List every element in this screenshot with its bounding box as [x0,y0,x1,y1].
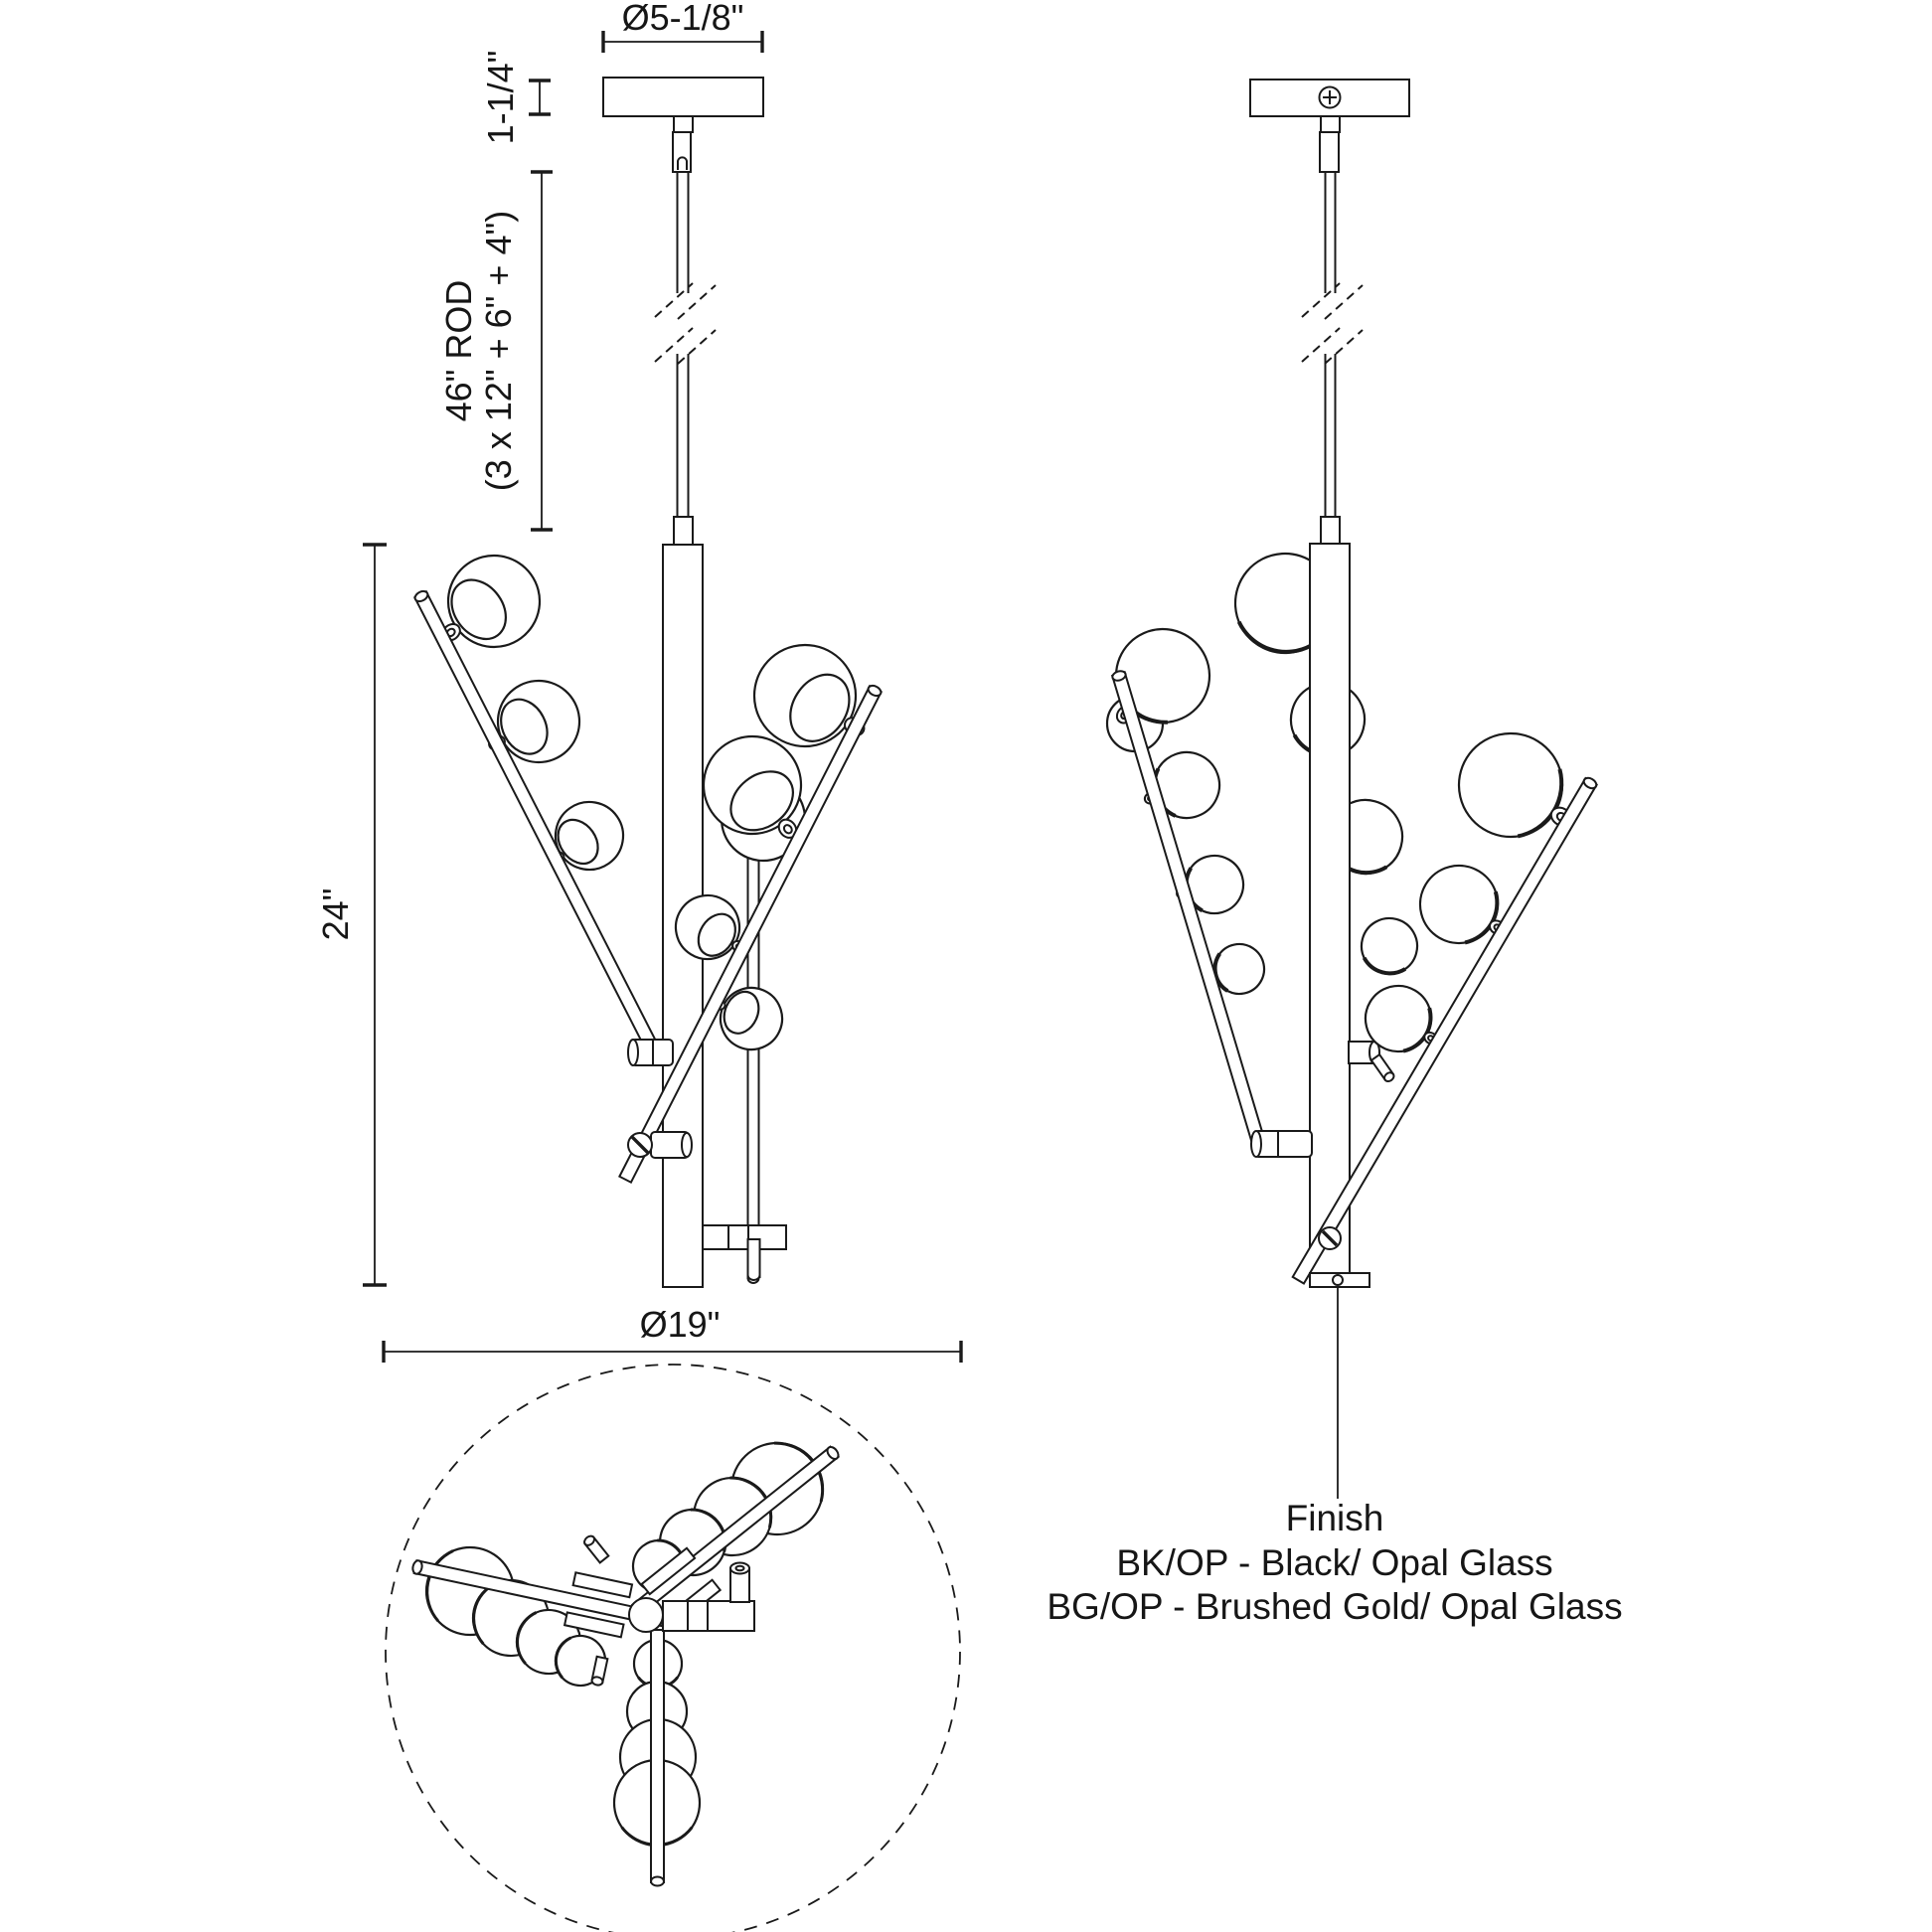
fixture-diameter-label: Ø19" [639,1304,721,1345]
finish-title: Finish [1285,1498,1384,1538]
globe [1439,714,1597,866]
left-arm-side [1111,670,1265,1146]
canopy-diameter-label: Ø5-1/8" [621,0,744,38]
canopy-height-label: 1-1/4" [480,50,521,145]
center-stem-side [1310,517,1350,1287]
side-view [1085,80,1598,1499]
top-view [386,1365,960,1932]
front-view [315,0,961,1363]
break-symbol [1302,283,1363,364]
globe [1405,851,1524,964]
fixture-height-dimension [315,545,387,1285]
rod-length-label-line1: 46" ROD [438,279,479,422]
set-screw-connector-front [628,1132,692,1158]
finish-option-bg: BG/OP - Brushed Gold/ Opal Glass [1046,1586,1623,1627]
fixture-height-label: 24" [315,887,356,941]
lower-connector-front [703,1225,786,1280]
canopy-side [1250,80,1409,172]
fixture-diameter-dimension [384,1304,961,1363]
globe [1356,912,1424,981]
left-arm-hub-connector [628,1040,673,1065]
rod-length-label-line2: (3 x 12" + 6" + 4") [478,210,519,492]
globe [417,538,559,675]
left-arm-front [413,589,658,1049]
hang-rod-front [655,172,716,517]
finish-option-bk: BK/OP - Black/ Opal Glass [1116,1542,1553,1583]
canopy-height-dimension [480,51,551,145]
rod-length-dimension [438,172,553,530]
canopy-front [603,78,763,172]
hang-rod-side [1302,172,1363,517]
hub-ball [629,1598,663,1632]
canopy-diameter-dimension [603,0,762,53]
break-symbol [655,283,716,364]
finish-note [1046,1498,1622,1627]
left-arm-hub-connector-side [1251,1131,1312,1157]
arm-s-top [651,1630,664,1886]
